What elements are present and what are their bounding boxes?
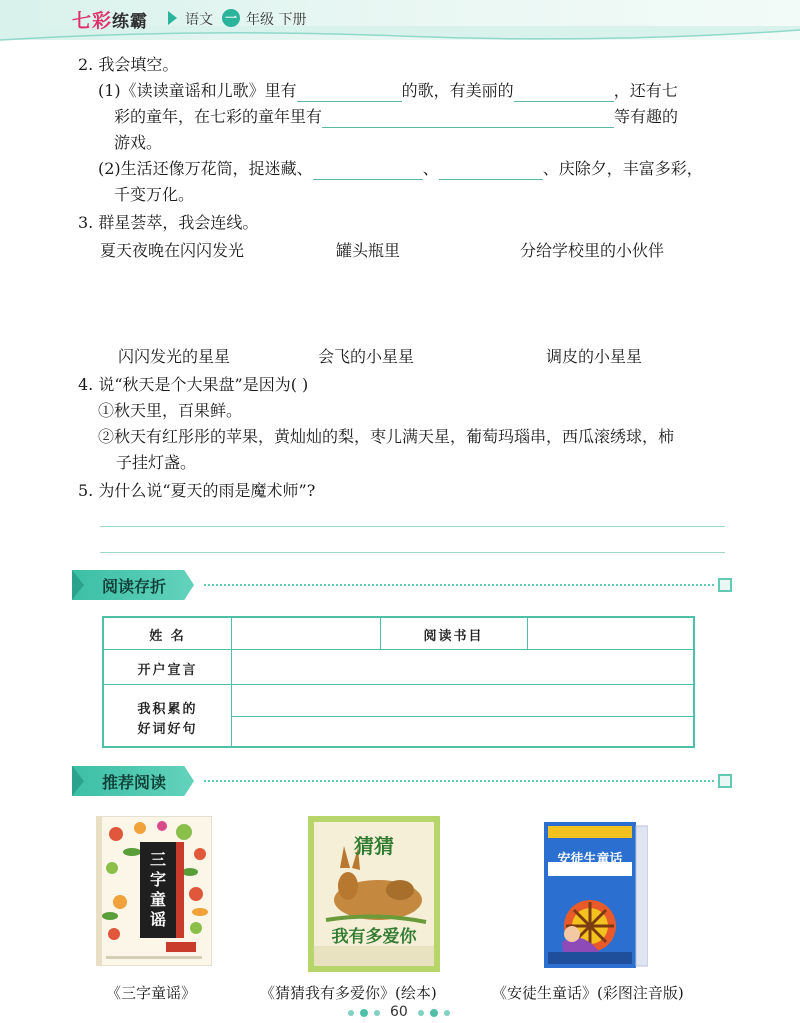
section-header-recommend	[72, 766, 732, 796]
section-end-square-icon	[718, 578, 732, 592]
question-2-part-1-line-1	[98, 80, 678, 102]
table-rule	[104, 649, 693, 650]
book-cover-3[interactable]	[544, 822, 648, 968]
answer-line-1[interactable]	[100, 526, 725, 527]
table-rule	[104, 684, 693, 685]
book-cover-art	[544, 822, 648, 968]
table-rule	[527, 618, 528, 649]
section-dotted-line	[204, 780, 714, 782]
q2-blank-4[interactable]	[313, 162, 423, 180]
section-dotted-line	[204, 584, 714, 586]
table-rule	[232, 716, 693, 717]
q2-text: 等有趣的	[614, 107, 679, 126]
question-5-title: 5. 为什么说“夏天的雨是魔术师”?	[78, 481, 316, 500]
label-collect-1: 我积累的	[137, 702, 198, 717]
question-2-part-2-line-2: 千变万化。	[114, 185, 195, 204]
match-bottom-item-1[interactable]: 闪闪发光的星星	[118, 347, 231, 366]
q2-text: 的歌，有美丽的	[401, 81, 514, 100]
question-4-option-2-cont: 子挂灯盏。	[116, 453, 197, 472]
footer-dot-icon	[360, 1009, 368, 1017]
section-title: 阅读存折	[102, 577, 167, 596]
input-book[interactable]	[529, 620, 691, 648]
footer-dot-icon	[418, 1010, 424, 1016]
page-header	[0, 0, 800, 44]
book-cover-1[interactable]	[96, 816, 212, 966]
label-collect-2: 好词好句	[137, 722, 198, 737]
q2-blank-3[interactable]	[322, 110, 614, 128]
answer-line-2[interactable]	[100, 552, 725, 553]
match-bottom-item-2[interactable]: 会飞的小星星	[318, 347, 415, 366]
q2-blank-5[interactable]	[439, 162, 543, 180]
question-2-part-1-line-2	[114, 106, 678, 128]
header-grade: 年级 下册	[246, 12, 307, 28]
book-cover-2[interactable]	[308, 816, 440, 972]
book-2-cover-title-1: 猜猜	[354, 834, 394, 858]
section-end-square-icon	[718, 774, 732, 788]
input-opening[interactable]	[233, 651, 691, 683]
brand-logo	[72, 6, 148, 33]
label-opening: 开户宣言	[137, 663, 198, 678]
q2-text: (1)《读读童谣和儿歌》里有	[98, 81, 297, 100]
question-4-title: 4. 说“秋天是个大果盘”是因为( )	[78, 375, 309, 394]
page-number: 60	[390, 1004, 408, 1020]
footer-dot-icon	[444, 1010, 450, 1016]
input-collect-2[interactable]	[233, 718, 691, 745]
header-subject: 语文	[185, 12, 213, 28]
q2-text: ，还有七	[613, 81, 678, 100]
label-name: 姓 名	[149, 629, 186, 644]
section-header-reading	[72, 570, 732, 600]
logo-sub: 练霸	[112, 12, 149, 32]
match-bottom-item-3[interactable]: 调皮的小星星	[546, 347, 643, 366]
book-2-cover-title-2: 我有多爱你	[331, 927, 417, 947]
table-rule	[231, 618, 232, 746]
book-3-cover-title: 安徒生童话	[557, 852, 623, 867]
q2-blank-2[interactable]	[514, 84, 614, 102]
q2-text: 彩的童年，在七彩的童年里有	[114, 107, 323, 126]
question-2-part-2-line-1	[98, 158, 703, 180]
match-top-item-2[interactable]: 罐头瓶里	[336, 241, 401, 260]
question-3-title: 3. 群星荟萃，我会连线。	[78, 213, 259, 232]
label-book: 阅读书目	[423, 629, 484, 644]
footer-dot-icon	[374, 1010, 380, 1016]
question-4-option-1[interactable]: ①秋天里，百果鲜。	[98, 401, 243, 420]
q2-blank-1[interactable]	[297, 84, 402, 102]
reading-passbook-table	[102, 616, 695, 748]
book-caption-1[interactable]: 《三字童谣》	[106, 984, 197, 1002]
footer-dot-icon	[430, 1009, 438, 1017]
footer-dot-icon	[348, 1010, 354, 1016]
q2-text: 、庆除夕，丰富多彩，	[542, 159, 703, 178]
section-title: 推荐阅读	[102, 773, 167, 792]
book-caption-2[interactable]: 《猜猜我有多爱你》(绘本)	[260, 984, 437, 1002]
question-2-title: 2. 我会填空。	[78, 55, 179, 74]
input-name[interactable]	[233, 620, 379, 648]
match-top-item-3[interactable]: 分给学校里的小伙伴	[520, 241, 665, 260]
input-collect-1[interactable]	[233, 686, 691, 715]
header-grade-badge: 一	[222, 9, 240, 27]
question-4-option-2[interactable]: ②秋天有红彤彤的苹果，黄灿灿的梨，枣儿满天星，葡萄玛瑙串，西瓜滚绣球，柿	[98, 427, 675, 446]
q2-text: (2)生活还像万花筒，捉迷藏、	[98, 159, 313, 178]
logo-main: 七彩	[72, 10, 113, 32]
q2-text: 、	[422, 159, 439, 178]
question-2-part-1-line-3: 游戏。	[114, 133, 163, 152]
match-top-item-1[interactable]: 夏天夜晚在闪闪发光	[100, 241, 245, 260]
header-arrow-icon	[168, 11, 177, 25]
page-footer	[0, 1004, 800, 1023]
book-caption-3[interactable]: 《安徒生童话》(彩图注音版)	[492, 984, 684, 1002]
book-1-cover-title: 三字童谣	[149, 850, 166, 929]
